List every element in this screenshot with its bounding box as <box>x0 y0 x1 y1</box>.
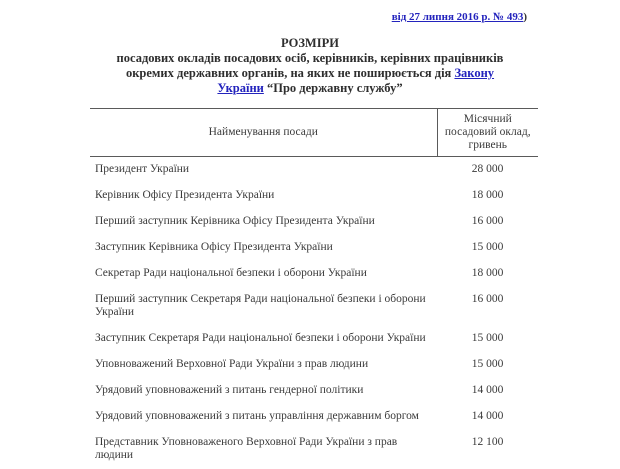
table-row <box>90 235 538 261</box>
position-cell: Керівник Офісу Президента України <box>90 183 437 209</box>
salary-cell: 12 100 <box>437 430 538 469</box>
position-cell: Секретар Ради національної безпеки і оборони України <box>90 261 437 287</box>
position-cell: Представник Уповноваженого Верховної Ради України з прав людини <box>90 430 437 469</box>
table-row <box>90 352 538 378</box>
salary-cell: 18 000 <box>437 183 538 209</box>
table-row <box>90 183 538 209</box>
salary-cell: 15 000 <box>437 235 538 261</box>
title-line-1: РОЗМІРИ <box>281 36 339 50</box>
salary-cell: 16 000 <box>437 209 538 235</box>
law-link-part-1[interactable]: Закону <box>454 66 494 80</box>
table-row <box>90 404 538 430</box>
table-row <box>90 378 538 404</box>
position-cell: Президент України <box>90 157 437 184</box>
title-line-3-text: окремих державних органів, на яких не поширюється дія <box>126 66 455 80</box>
decree-date-suffix: ) <box>523 11 527 23</box>
salary-cell: 14 000 <box>437 378 538 404</box>
salary-table <box>90 108 538 469</box>
position-cell: Перший заступник Секретаря Ради національної безпеки і оборони України <box>90 287 437 326</box>
table-row <box>90 430 538 469</box>
position-cell: Уповноважений Верховної Ради України з прав людини <box>90 352 437 378</box>
position-cell: Заступник Керівника Офісу Президента України <box>90 235 437 261</box>
salary-cell: 28 000 <box>437 157 538 184</box>
column-header-salary: Місячний посадовий оклад, гривень <box>437 109 538 157</box>
document-title <box>75 36 545 96</box>
salary-cell: 15 000 <box>437 352 538 378</box>
position-cell: Перший заступник Керівника Офісу Президента України <box>90 209 437 235</box>
column-header-position: Найменування посади <box>90 109 437 157</box>
decree-date-link[interactable]: від 27 липня 2016 р. № 493 <box>392 11 524 23</box>
table-row <box>90 261 538 287</box>
decree-date-line <box>0 0 620 23</box>
salary-cell: 14 000 <box>437 404 538 430</box>
title-line-2: посадових окладів посадових осіб, керівників, керівних працівників <box>117 51 504 65</box>
salary-cell: 18 000 <box>437 261 538 287</box>
salary-table-header <box>90 109 538 157</box>
title-line-4-text: “Про державну службу” <box>264 81 403 95</box>
position-cell: Урядовий уповноважений з питань гендерної політики <box>90 378 437 404</box>
salary-cell: 15 000 <box>437 326 538 352</box>
law-link-part-2[interactable]: України <box>217 81 263 95</box>
table-row <box>90 287 538 326</box>
salary-cell: 16 000 <box>437 287 538 326</box>
table-row <box>90 209 538 235</box>
table-row <box>90 326 538 352</box>
position-cell: Заступник Секретаря Ради національної безпеки і оборони України <box>90 326 437 352</box>
table-row <box>90 157 538 184</box>
salary-table-body <box>90 157 538 469</box>
position-cell: Урядовий уповноважений з питань управління державним боргом <box>90 404 437 430</box>
